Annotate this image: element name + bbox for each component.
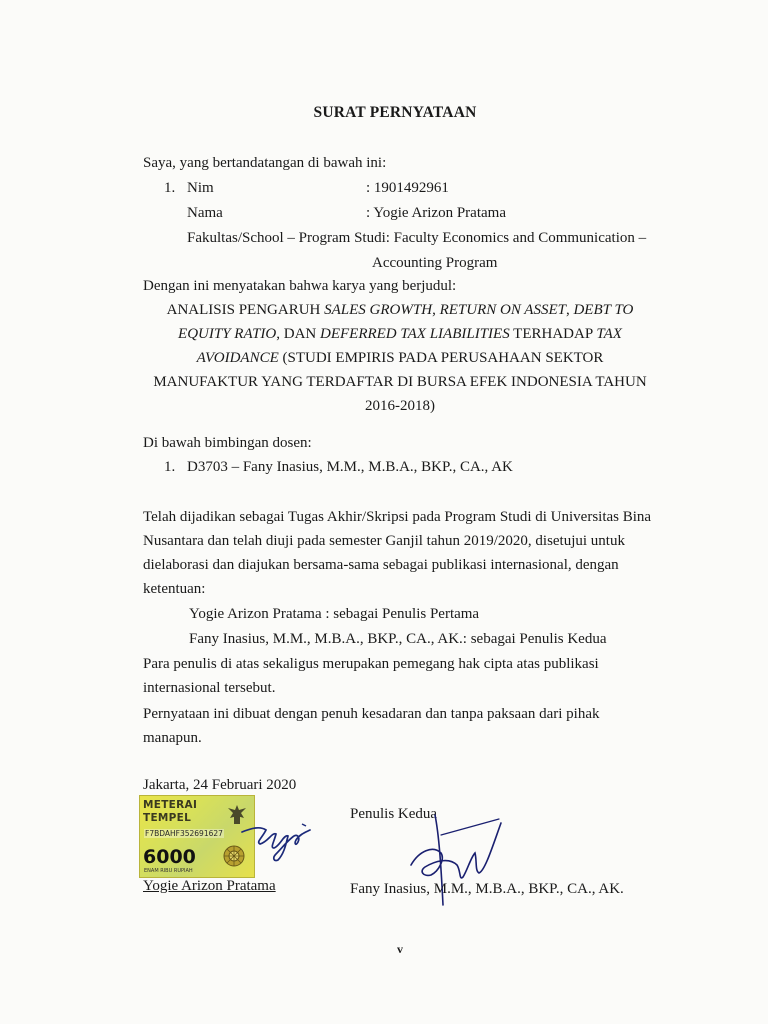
paragraph-line-4: ketentuan:: [143, 581, 206, 597]
supervisor-text: D3703 – Fany Inasius, M.M., M.B.A., BKP., CA., AK: [187, 459, 513, 475]
statement-text: Dengan ini menyatakan bahwa karya yang berjudul:: [143, 278, 457, 294]
first-author-line: Yogie Arizon Pratama : sebagai Penulis Pertama: [189, 606, 480, 622]
copyright-line-1: Para penulis di atas sekaligus merupakan pemegang hak cipta atas publikasi: [143, 656, 599, 672]
nim-value: : 1901492961: [366, 180, 449, 196]
second-author-name: Fany Inasius, M.M., M.B.A., BKP., CA., AK.: [350, 881, 624, 897]
page-number: v: [397, 942, 403, 956]
first-author-signature: [238, 814, 318, 864]
second-writer-label: Penulis Kedua: [350, 806, 438, 822]
thesis-title-line-1: ANALISIS PENGARUH SALES GROWTH, RETURN ON ASSET, DEBT TO: [166, 302, 634, 318]
stamp-code: F7BDAHF352691627: [145, 829, 223, 838]
page-title: SURAT PERNYATAAN: [313, 104, 477, 121]
supervision-intro: Di bawah bimbingan dosen:: [143, 435, 312, 451]
intro-text: Saya, yang bertandatangan di bawah ini:: [143, 155, 387, 171]
second-author-signature: [405, 805, 505, 915]
stamp-line-2: TEMPEL: [143, 812, 192, 824]
copyright-line-2: internasional tersebut.: [143, 680, 276, 696]
thesis-title-line-2: EQUITY RATIO, DAN DEFERRED TAX LIABILITIES TERHADAP TAX: [178, 326, 622, 342]
stamp-line-1: METERAI: [143, 799, 198, 811]
declaration-line-2: manapun.: [143, 730, 202, 746]
paragraph-line-1: Telah dijadikan sebagai Tugas Akhir/Skripsi pada Program Studi di Universitas Bina: [143, 509, 652, 525]
second-author-line: Fany Inasius, M.M., M.B.A., BKP., CA., AK.: sebagai Penulis Kedua: [189, 631, 607, 647]
nama-label: Nama: [187, 205, 223, 221]
item-number: 1.: [164, 180, 176, 196]
thesis-title-line-5: 2016-2018): [365, 398, 435, 414]
nim-label: Nim: [187, 180, 214, 196]
thesis-title-line-4: MANUFAKTUR YANG TERDAFTAR DI BURSA EFEK INDONESIA TAHUN: [153, 374, 647, 390]
fakultas-line-2: Accounting Program: [372, 255, 498, 271]
supervisor-number: 1.: [164, 459, 176, 475]
nama-value: : Yogie Arizon Pratama: [366, 205, 506, 221]
thesis-title-line-3: AVOIDANCE (STUDI EMPIRIS PADA PERUSAHAAN SEKTOR: [196, 350, 604, 366]
fakultas-line-1: Fakultas/School – Program Studi: Faculty Economics and Communication –: [187, 230, 647, 246]
first-author-name: Yogie Arizon Pratama: [143, 878, 276, 894]
stamp-value: 6000: [143, 846, 196, 868]
paragraph-line-3: dielaborasi dan diajukan bersama-sama sebagai publikasi internasional, dengan: [143, 557, 619, 573]
declaration-line-1: Pernyataan ini dibuat dengan penuh kesadaran dan tanpa paksaan dari pihak: [143, 706, 600, 722]
place-date: Jakarta, 24 Februari 2020: [143, 777, 297, 793]
paragraph-line-2: Nusantara dan telah diuji pada semester Ganjil tahun 2019/2020, disetujui untuk: [143, 533, 625, 549]
stamp-value-text: ENAM RIBU RUPIAH: [144, 868, 193, 874]
